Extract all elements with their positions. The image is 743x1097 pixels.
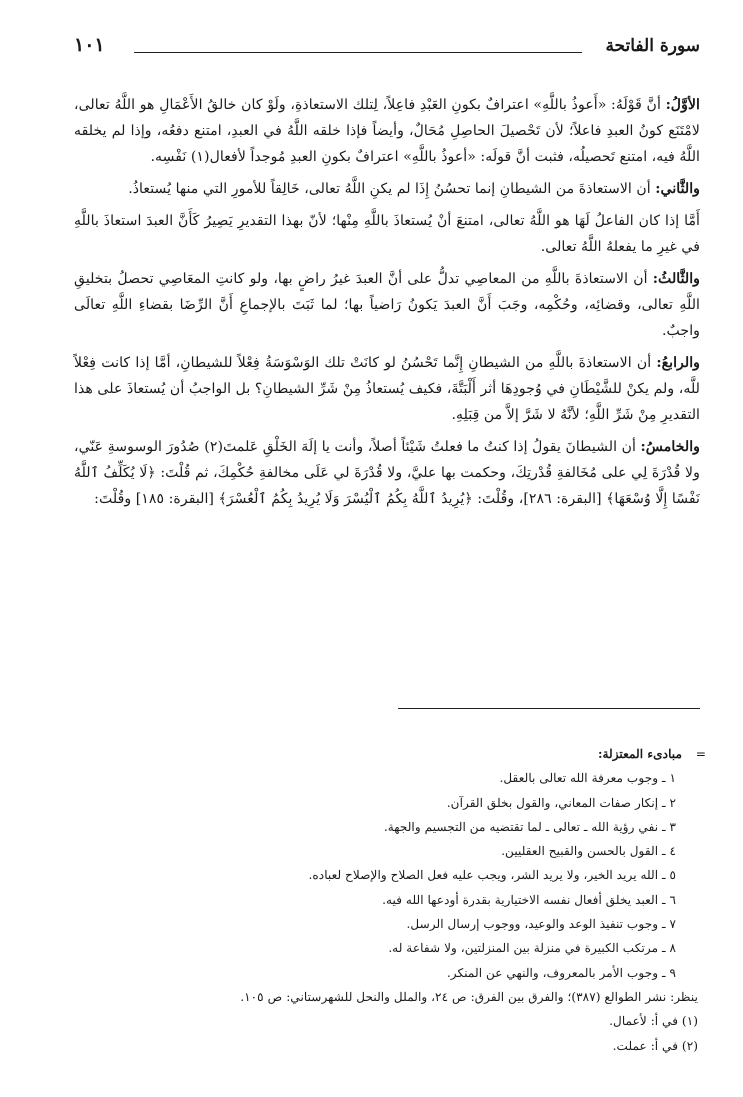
paragraph-label: والثَّاني: [655,181,700,197]
paragraph-text: أَمَّا إذا كان الفاعلُ لَهَا هو اللَّهُ تعالى، امتنعَ أنْ يُستعاذَ باللَّهِ مِنْها؛ لأنّ بهذا التقديرِ يَصِيرُ كَأَنَّ العبدَ استعاذَ باللَّهِ في غيرِ ما يفعلهُ اللَّهُ تعالى. [74,213,700,255]
paragraph-fifth [74,434,700,512]
continuation-marker: = [695,747,706,761]
paragraph-label: الأوَّلُ: [665,97,700,113]
header-rule [134,52,582,53]
list-item: ٧ ـ وجوب تنفيذ الوعد والوعيد، ووجوب إرسال الرسل. [406,917,676,932]
list-item: ٩ ـ وجوب الأمر بالمعروف، والنهي عن المنكر. [446,965,676,980]
paragraph-second-continued [74,208,700,260]
paragraph-text: أن الاستعاذةَ باللَّهِ من الشيطانِ إِنَّما تَحْسُنُ لو كانَتْ تلك الوَسْوَسَةُ فِعْلاً للشيطانِ، أمَّا إذا كانت فِعْلاً للَّه، ولم يكنْ للشَّيْطَانِ في وُجودِهَا أثر أَلْبَتَّةَ، فكيف يُستعاذُ مِنْ شَرِّ الشيطانِ؟ بل الواجبُ أن يُستعاذَ على هذا التقديرِ مِنْ شَرِّ اللَّهِ؛ لأنَّهُ لا شَرَّ إلاَّ من قِبَلِهِ. [74,355,700,423]
footnote-note: (٢) في أ: عملت. [612,1038,698,1053]
paragraph-text: أن الاستعاذةَ باللَّهِ من المعاصِي تدلُّ على أنَّ العبدَ غيرُ راضٍ بها، ولو كانتِ المعَاصِي تحصلُ بتخليقِ اللَّهِ تعالى، وقضائِه، وحُكْمِه، وجَبَ أَنَّ العبدَ يَكونُ رَاضياً بها؛ لما ثَبَتَ بالإجماعِ أَنَّ الرِّضَا بقضاءِ اللَّهِ تعالَى واجبٌ. [74,271,700,339]
footnote-note: (١) في أ: لأعمال. [609,1014,698,1029]
footnote-heading: مبادىء المعتزلة: [597,747,682,761]
paragraph-fourth [74,350,700,428]
list-item: ١ ـ وجوب معرفة الله تعالى بالعقل. [499,771,676,786]
paragraph-first [74,92,700,170]
footnote-source: ينظر: نشر الطوالع (٣٨٧)؛ والفرق بين الفرق: ص ٢٤، والملل والنحل للشهرستاني: ص ١٠٥. [240,989,698,1004]
list-item: ٦ ـ العبد يخلق أفعال نفسه الاختيارية بقدرة أودعها الله فيه. [382,892,676,907]
page-number: ١٠١ [74,34,105,56]
list-item: ٣ ـ نفي رؤية الله ـ تعالى ـ لما تقتضيه من التجسيم والجهة. [383,819,676,834]
paragraph-label: والخامسُ: [640,439,700,455]
paragraph-label: والرابعُ: [656,355,700,371]
list-item: ٢ ـ إنكار صفات المعاني، والقول بخلق القرآن. [446,795,676,810]
paragraph-label: والثَّالثُ: [652,271,700,287]
paragraph-third [74,266,700,344]
page-header [74,32,700,66]
list-item: ٥ ـ الله يريد الخير، ولا يريد الشر، ويجب عليه فعل الصلاح والإصلاح لعباده. [308,868,676,883]
paragraph-second [74,176,700,202]
running-title: سورة الفاتحة [605,36,700,56]
list-item: ٤ ـ القول بالحسن والقبيح العقليين. [501,844,676,859]
main-text [74,92,700,518]
footnotes [74,742,704,1058]
paragraph-text: أن الشيطانَ يقولُ إذا كنتُ ما فعلتُ شَيْئاً أصلاً، وأنت يا إلَهَ الخَلْقِ عَلمتَ(٢) صُدُورَ الوسوسةِ عَنّي، ولا قُدْرَةَ لِي على مُخَالفةِ قُدْرتِكَ، وحكمت بها عليَّ، ولا قُدْرَةَ لي عَلَى مخالفةِ حُكْمِكَ، ثم قُلْتَ: ﴿لَا يُكَلِّفُ ٱللَّهُ نَفْسًا إِلَّا وُسْعَهَا﴾ [البقرة: ٢٨٦]، وقُلْتَ: ﴿يُرِيدُ ٱللَّهُ بِكُمُ ٱلْيُسْرَ وَلَا يُرِيدُ بِكُمُ ٱلْعُسْرَ﴾ [البقرة: ١٨٥] وقُلْتَ: [74,439,700,507]
footnote-separator [398,708,700,709]
paragraph-text: أنَّ قَوْلَهُ: «أَعوذُ باللَّهِ» اعترافٌ بكونِ العَبْدِ فاعِلاً، لِتلك الاستعاذةِ، ولَوْ كان خالقُ الأَعْمَالِ هو اللَّهُ تعالى، لامْتَنَع كونُ العبدِ فاعلاً؛ لأن تَحْصيلَ الحاصِلِ مُحَالٌ، وأيضاً فإذا خلقه اللَّهُ في العبدِ، امتنع دفعُه، وإذا لم يخلقه اللَّهُ فيه، امتنع تَحصيلُه، فثبت أنَّ قولَه: «أعوذُ باللَّهِ» اعترافٌ بكونِ العبدِ مُوجداً لأفعال(١) نَفْسِه. [74,97,700,165]
list-item: ٨ ـ مرتكب الكبيرة في منزلة بين المنزلتين، ولا شفاعة له. [388,941,676,956]
paragraph-text: أن الاستعاذةَ من الشيطانِ إنما تحسُنُ إِذَا لم يكنِ اللَّهُ تعالى، خَالِقاً للأمورِ التي منها يُستعاذُ. [128,181,656,197]
